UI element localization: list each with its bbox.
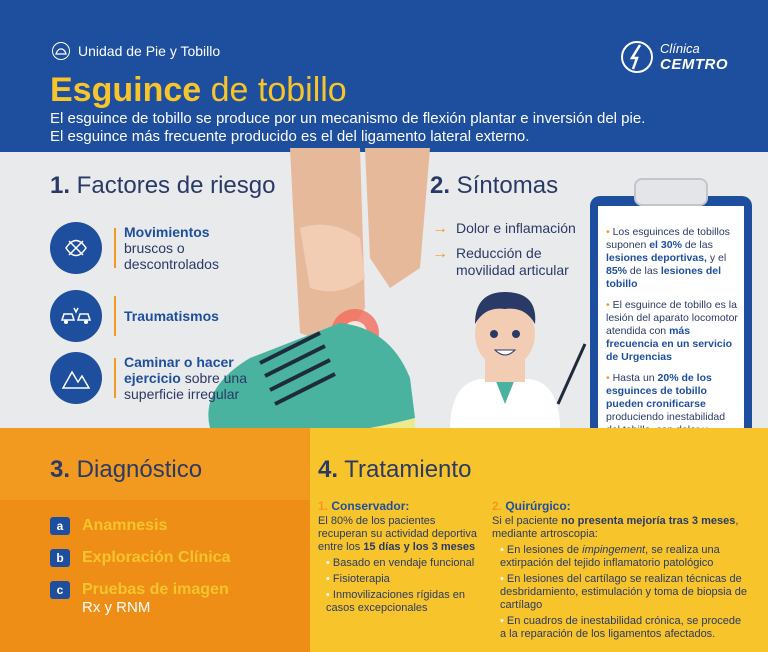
risk-text-trauma: [124, 308, 254, 324]
treatment-surgical: [492, 500, 748, 641]
title-rest: de tobillo: [201, 71, 347, 109]
unit-label: [52, 42, 220, 60]
symptom-item: [432, 220, 576, 237]
diagnosis-badge: b: [50, 549, 70, 567]
doctor-illustration: [440, 284, 590, 430]
diagnosis-label: Exploración Clínica: [82, 549, 231, 566]
conservative-bullet: • Inmovilizaciones rígidas en casos excepcionales: [326, 589, 465, 614]
risk-text-surface: [124, 354, 264, 402]
arrow-right-icon: →: [432, 220, 448, 237]
risk-title: [50, 172, 275, 200]
symptom-text: Dolor e inflamación: [456, 220, 576, 236]
diagnosis-item: [50, 548, 230, 567]
risk-title-text: Factores de riesgo: [70, 172, 276, 199]
treatment-conservative: [318, 500, 480, 615]
diagnosis-badge: a: [50, 517, 70, 535]
risk-num: 1.: [50, 172, 71, 199]
surgical-bullet: • En cuadros de inestabilidad crónica, se procede a la reparación de los ligamentos afectados.: [500, 615, 742, 640]
logo-line2: CEMTRO: [660, 56, 728, 73]
clip-fact-2: • El esguince de tobillo es la lesión del aparato locomotor atendida con más frecuencia en un servicio de Urgencias: [606, 299, 738, 363]
logo-line1: Clínica: [660, 41, 700, 56]
symptom-item: [432, 245, 582, 279]
mountain-icon: [50, 352, 102, 404]
risk-item-surface: [50, 352, 264, 404]
risk-divider: [114, 358, 116, 398]
symptoms-title-text: Síntomas: [450, 172, 559, 199]
risk-bold-trauma: Traumatismos: [124, 308, 219, 324]
diagnosis-sublabel: Rx y RNM: [82, 599, 151, 616]
risk-text-movement: [124, 224, 254, 272]
diagnosis-item: [50, 516, 167, 535]
surgical-text: Si el paciente no presenta mejoría tras 3 meses, mediante artroscopia:: [492, 515, 739, 540]
title-bold: Esguince: [50, 71, 202, 109]
clipboard-text: [606, 226, 738, 458]
risk-bold-movement: Movimientos: [124, 224, 210, 240]
diagnosis-label: Pruebas de imagen: [82, 581, 229, 598]
car-crash-icon: [50, 290, 102, 342]
clip-fact-3: • Hasta un 20% de los esguinces de tobillo pueden cronificarse produciendo inestabilidad: [606, 372, 726, 423]
risk-divider: [114, 296, 116, 336]
arrow-right-icon: →: [432, 245, 448, 262]
clinic-logo-icon: [620, 40, 654, 74]
unit-label-text: Unidad de Pie y Tobillo: [78, 43, 221, 59]
conservative-text: El 80% de los pacientes recuperan su actividad deportiva entre los 15 días y los 3 meses: [318, 515, 477, 553]
diagnosis-title-text: Diagnóstico: [70, 456, 203, 483]
clipboard-clip: [634, 178, 708, 206]
diagnosis-badge: c: [50, 581, 70, 599]
clip-fact-1: • Los esguinces de tobillos suponen el 30% de las lesiones deportivas, y el 85% de las lesiones del tobillo: [606, 226, 730, 290]
risk-divider: [114, 228, 116, 268]
surgical-bullet: • En lesiones del cartílago se realizan técnicas de desbridamiento, estimulación y toma de biopsia de cartílago: [500, 573, 748, 611]
intro-text: El esguince de tobillo se produce por un mecanismo de flexión plantar e inversión del pie. El esguince más frecuente producido es el del ligamento lateral externo.: [50, 110, 646, 145]
risk-rest-surface: sobre una superficie irregular: [124, 370, 247, 402]
foot-icon: [52, 42, 70, 60]
page-title: [50, 70, 347, 110]
surgical-bullet: • En lesiones de impingement, se realiza una extirpación del tejido inflamatorio patológico: [500, 544, 720, 569]
risk-item-trauma: [50, 290, 254, 342]
conservative-bullet: • Basado en vendaje funcional: [326, 557, 475, 569]
surgical-heading: 2. Quirúrgico:: [492, 499, 571, 513]
diagnosis-label: Anamnesis: [82, 517, 168, 534]
conservative-heading: 1. Conservador:: [318, 499, 410, 513]
symptoms-num: 2.: [430, 172, 451, 199]
treatment-title-text: Tratamiento: [338, 456, 472, 483]
diagnosis-item: [50, 580, 229, 616]
clinic-logo: [620, 40, 728, 74]
motion-swirl-icon: [50, 222, 102, 274]
diagnosis-title: [50, 456, 202, 484]
risk-item-movement: [50, 222, 254, 274]
treatment-num: 4.: [318, 456, 339, 483]
risk-rest-movement: bruscos o descontrolados: [124, 240, 219, 272]
risk-bold-surface: Caminar o hacer ejercicio: [124, 354, 234, 386]
conservative-bullet: • Fisioterapia: [326, 573, 390, 585]
symptoms-title: [430, 172, 558, 200]
diagnosis-num: 3.: [50, 456, 71, 483]
symptom-text: Reducción de movilidad articular: [456, 245, 569, 278]
treatment-title: [318, 456, 471, 484]
